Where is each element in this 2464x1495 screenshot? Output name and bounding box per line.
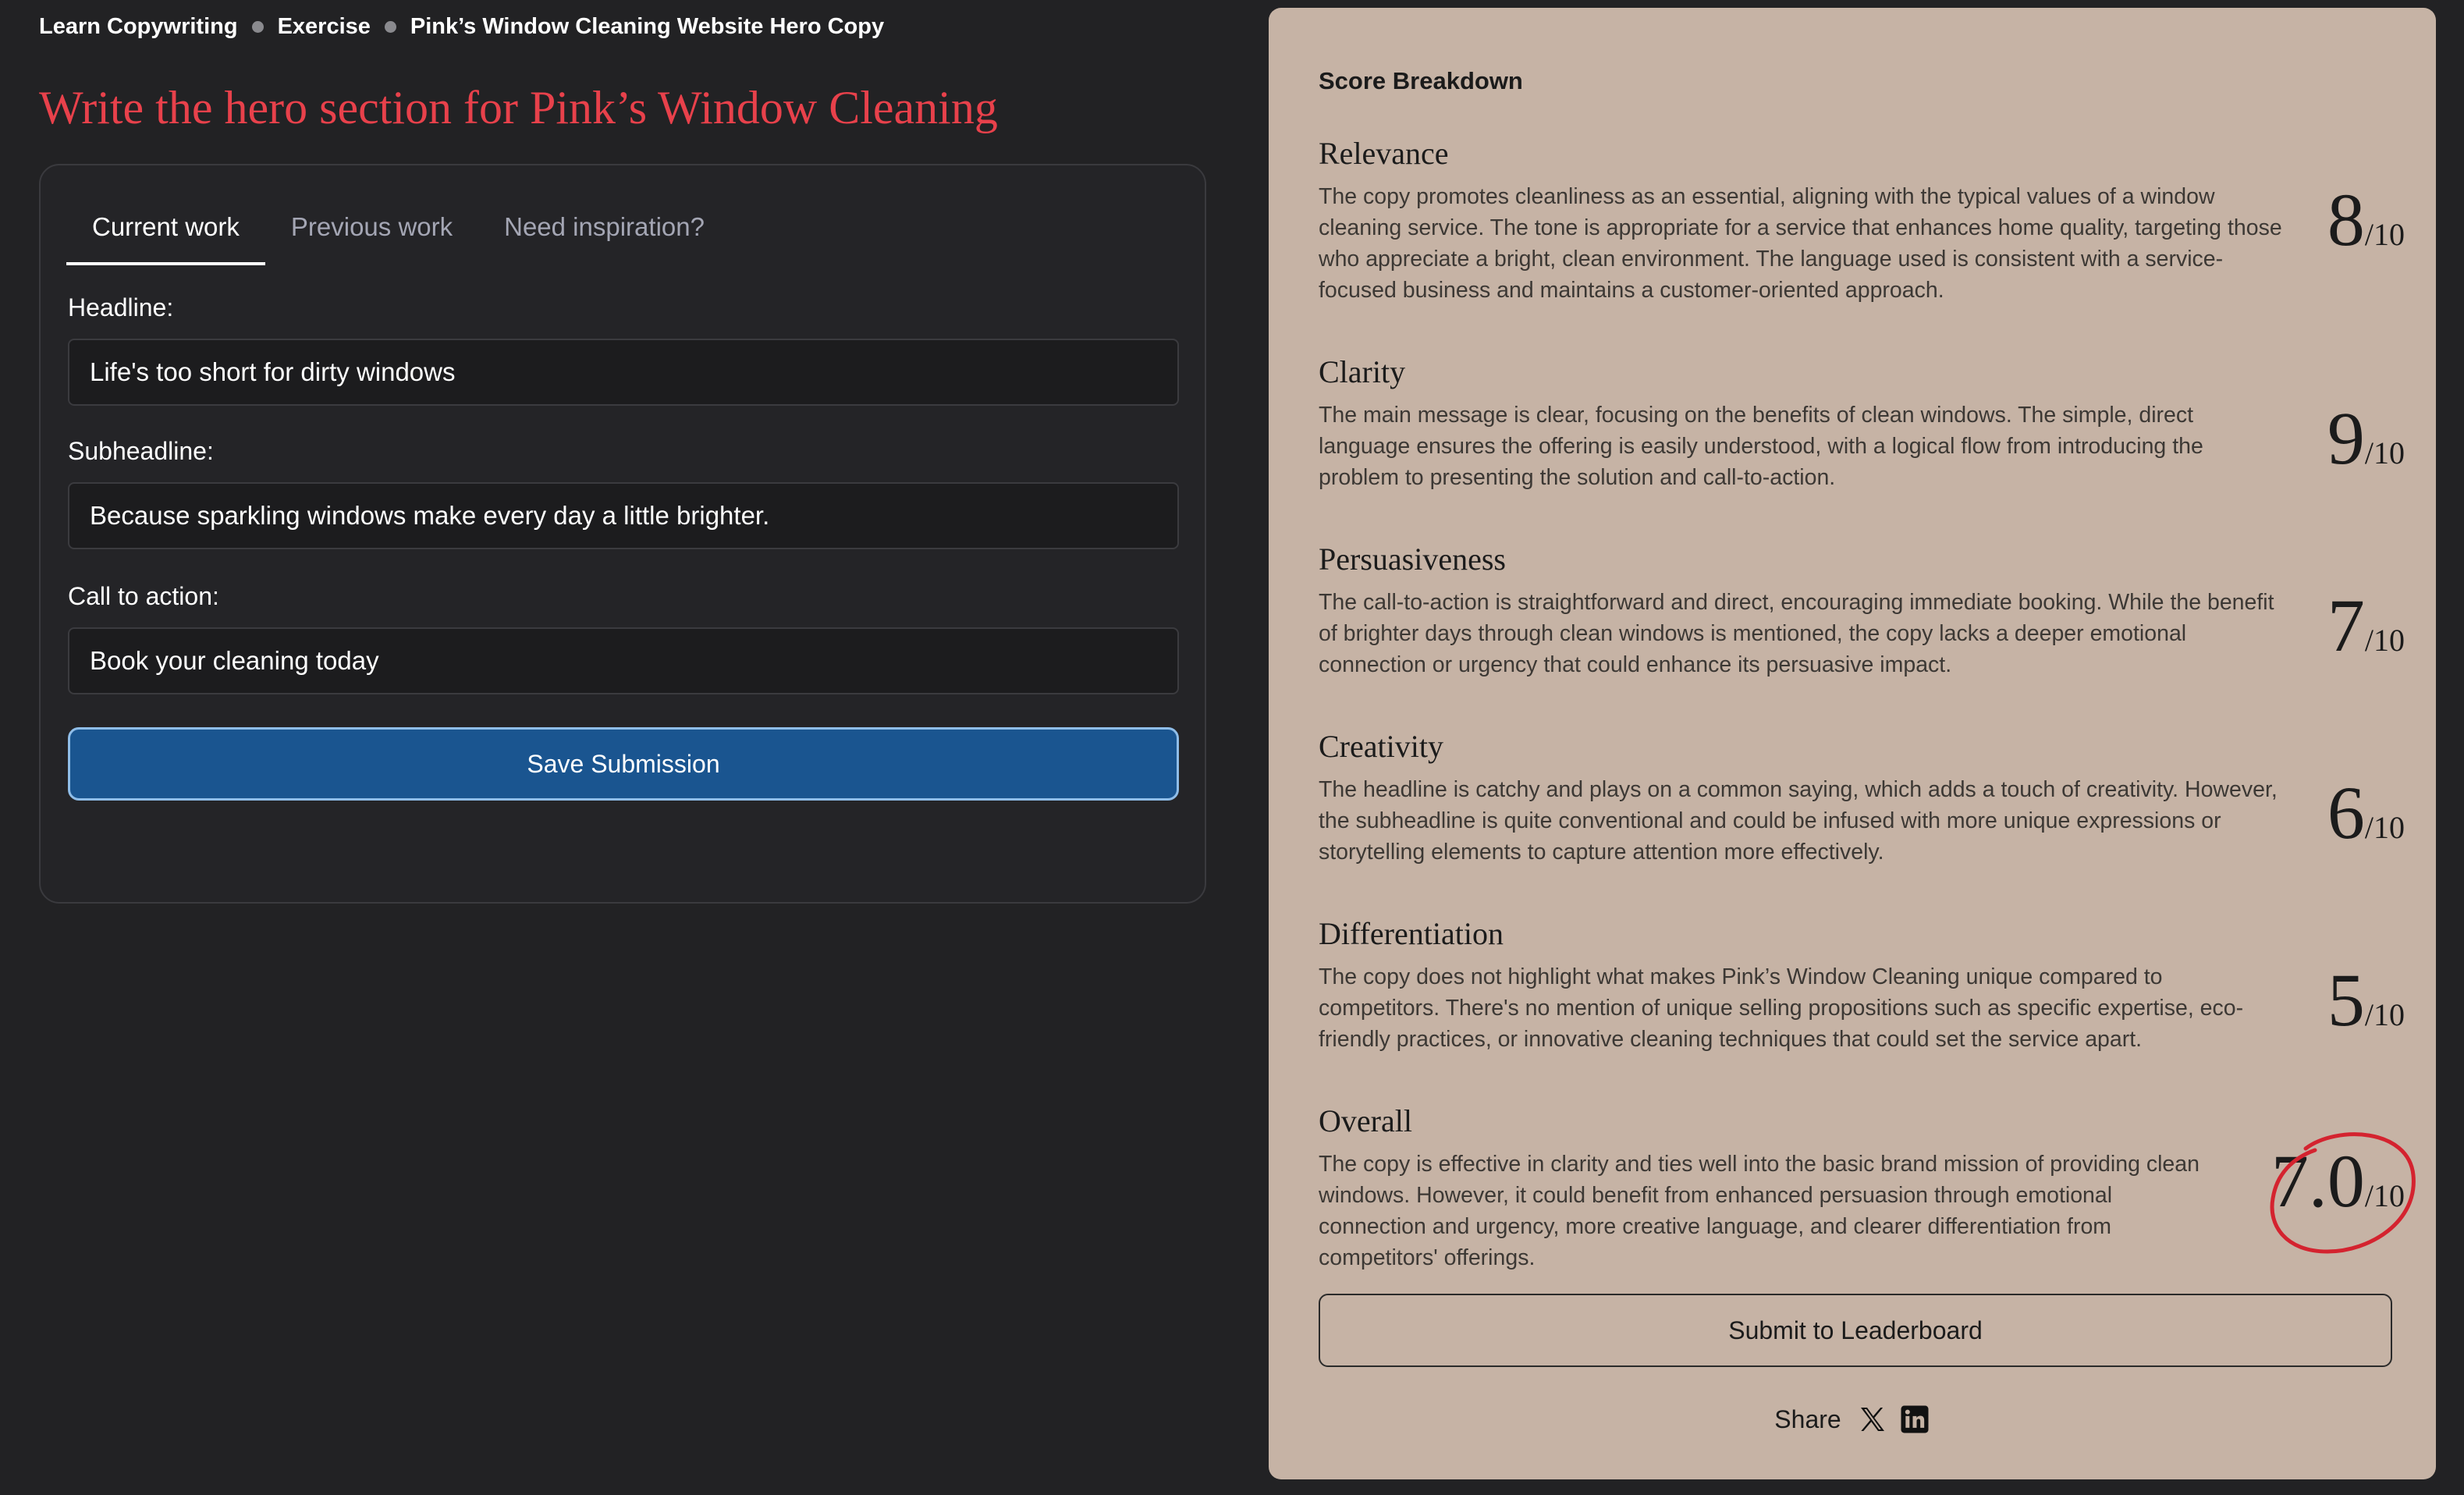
score-denominator: /10 [2364, 623, 2405, 658]
overall-score [2271, 1139, 2405, 1223]
subheadline-label: Subheadline: [68, 437, 214, 465]
criterion-name: Clarity [1319, 354, 1406, 389]
criterion-feedback: The call-to-action is straightforward and direct, encouraging immediate booking. While the benefit of brighter days through clean windows is mentioned, the copy lacks a deeper emotional connection or urgency that could enhance its persuasive impact. [1319, 590, 2274, 677]
page-title: Write the hero section for Pink’s Window Cleaning [39, 82, 998, 133]
breadcrumb-exercise[interactable]: Exercise [277, 13, 371, 39]
score-value: 9 [2327, 396, 2365, 480]
linkedin-icon[interactable] [1899, 1404, 1930, 1435]
tab-previous-work[interactable]: Previous work [290, 212, 453, 241]
criterion-feedback: The copy promotes cleanliness as an essential, aligning with the typical values of a window cleaning service. The tone is appropriate for a service that enhances home quality, targeting those who appreciate a bright, clean environment. The language used is consistent with a service-focused business and maintains a customer-oriented approach. [1319, 184, 2282, 303]
criterion-relevance [1319, 134, 2405, 306]
criterion-name: Persuasiveness [1319, 542, 1506, 577]
criterion-clarity [1319, 353, 2405, 493]
score-denominator: /10 [2364, 217, 2405, 252]
criterion-score [2327, 771, 2405, 854]
headline-label: Headline: [68, 293, 174, 321]
cta-label: Call to action: [68, 582, 219, 610]
score-value: 6 [2327, 771, 2365, 854]
work-card [39, 164, 1206, 904]
score-denominator: /10 [2364, 435, 2405, 471]
score-denominator: /10 [2364, 810, 2405, 845]
criterion-score [2327, 958, 2405, 1042]
score-denominator: /10 [2364, 997, 2405, 1032]
criterion-score [2327, 178, 2405, 261]
score-value: 5 [2327, 958, 2365, 1042]
submit-to-leaderboard-button[interactable]: Submit to Leaderboard [1319, 1294, 2392, 1367]
score-breakdown-heading: Score Breakdown [1319, 67, 1523, 94]
save-submission-button[interactable]: Save Submission [68, 727, 1179, 801]
breadcrumb-learn-copywriting[interactable]: Learn Copywriting [39, 13, 238, 39]
criterion-name: Creativity [1319, 729, 1443, 764]
breadcrumb [39, 11, 884, 42]
work-tabs [66, 192, 730, 265]
tab-need-inspiration[interactable]: Need inspiration? [504, 212, 705, 241]
score-value: 7.0 [2271, 1139, 2365, 1223]
criterion-feedback: The headline is catchy and plays on a common saying, which adds a touch of creativity. However, the subheadline is quite conventional and could be infused with more unique expressions or storytelling elements to capture attention more effectively. [1319, 777, 2278, 865]
criterion-creativity [1319, 727, 2405, 868]
criterion-differentiation [1319, 914, 2405, 1055]
score-value: 7 [2327, 584, 2365, 667]
cta-input[interactable] [68, 627, 1179, 694]
breadcrumb-separator-dot [252, 21, 264, 33]
criterion-score [2327, 396, 2405, 480]
red-circle-mark-icon [2260, 1127, 2424, 1267]
score-denominator: /10 [2364, 1178, 2405, 1213]
share-label: Share [1774, 1404, 1841, 1433]
tab-current-work[interactable]: Current work [66, 192, 265, 265]
criterion-name: Relevance [1319, 136, 1449, 171]
criterion-feedback: The copy does not highlight what makes Pink’s Window Cleaning unique compared to competitors. There's no mention of unique selling propositions such as specific expertise, eco-friendly practices, or innovative cleaning techniques that could set the service apart. [1319, 964, 2244, 1052]
subheadline-input[interactable] [68, 482, 1179, 549]
criterion-score [2327, 584, 2405, 667]
breadcrumb-separator-dot [385, 21, 396, 33]
criterion-feedback: The copy is effective in clarity and ties well into the basic brand mission of providing clean windows. However, it could benefit from enhanced persuasion through emotional connection and urgency, more creative language, and clearer differentiation from competitors' offerings. [1319, 1152, 2199, 1270]
score-breakdown-panel [1269, 8, 2436, 1479]
breadcrumb-current-exercise: Pink’s Window Cleaning Website Hero Copy [410, 13, 885, 39]
share-row [1269, 1400, 2436, 1439]
criterion-name: Differentiation [1319, 916, 1504, 951]
criterion-persuasiveness [1319, 540, 2405, 680]
criterion-overall [1319, 1102, 2405, 1273]
headline-input[interactable] [68, 339, 1179, 406]
criterion-name: Overall [1319, 1103, 1412, 1138]
x-logo-icon[interactable] [1857, 1404, 1888, 1435]
score-value: 8 [2327, 178, 2365, 261]
criterion-feedback: The main message is clear, focusing on the benefits of clean windows. The simple, direct language ensures the offering is easily understood, with a logical flow from introducing the problem to presenting the solution and call-to-action. [1319, 403, 2203, 490]
